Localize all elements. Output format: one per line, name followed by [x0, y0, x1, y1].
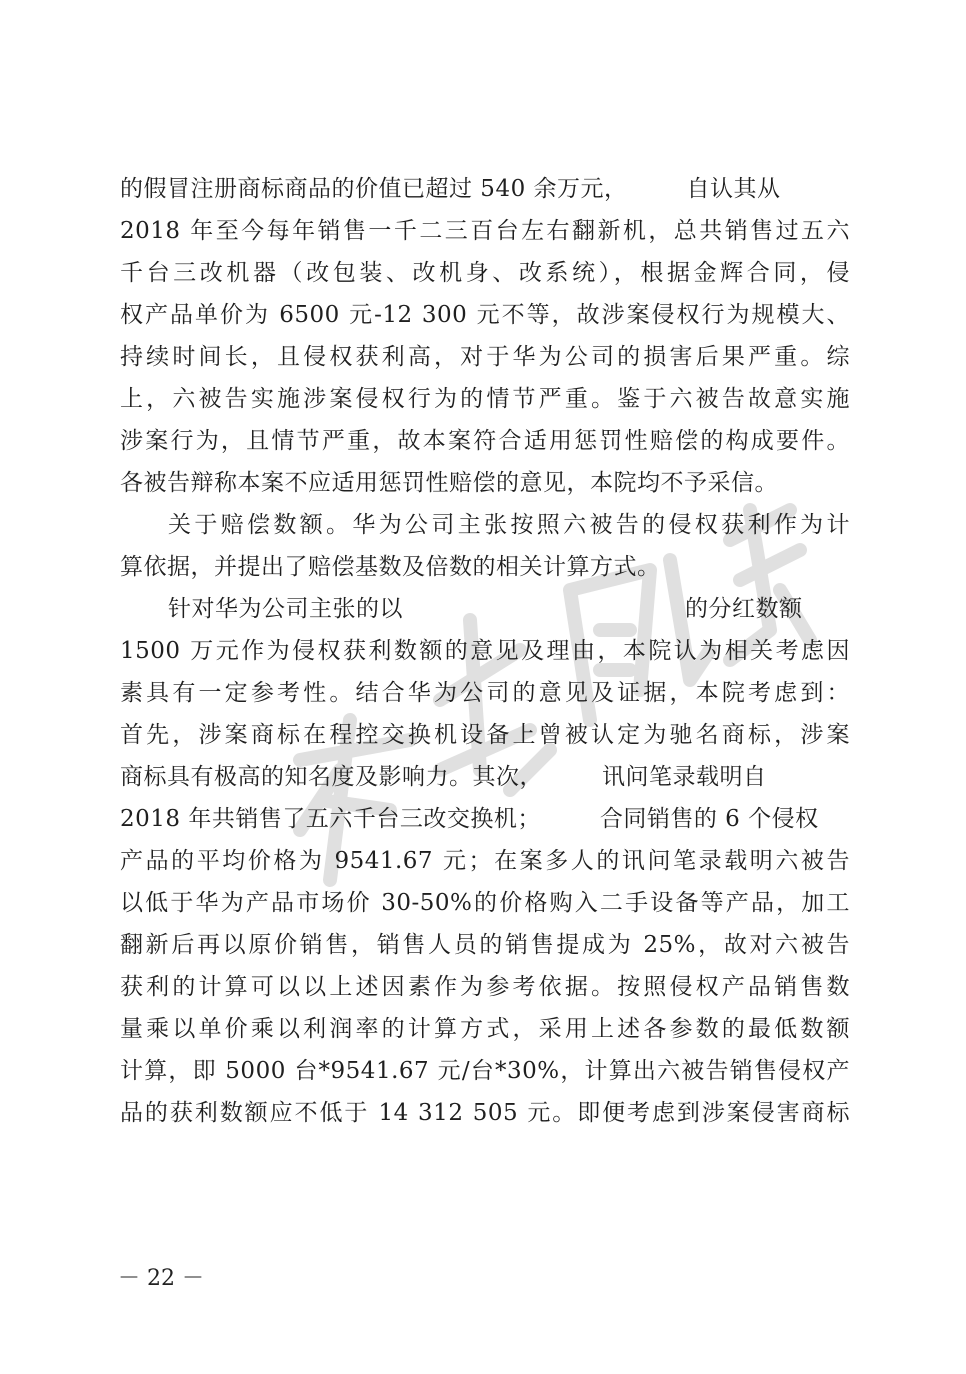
text-line: 翻新后再以原价销售，销售人员的销售提成为 25%，故对六被告: [120, 932, 850, 958]
text-line: 算依据，并提出了赔偿基数及倍数的相关计算方式。: [120, 554, 661, 580]
text-line: 2018 年至今每年销售一千二三百台左右翻新机，总共销售过五六: [120, 218, 850, 244]
text-line: 以低于华为产品市场价 30-50%的价格购入二手设备等产品，加工: [120, 890, 850, 916]
text-line: 素具有一定参考性。结合华为公司的意见及证据，本院考虑到：: [120, 680, 850, 706]
text-line: 权产品单价为 6500 元-12 300 元不等，故涉案侵权行为规模大、: [120, 302, 850, 328]
text-line: 上，六被告实施涉案侵权行为的情节严重。鉴于六被告故意实施: [120, 386, 850, 412]
text-line: 计算，即 5000 台*9541.67 元/台*30%，计算出六被告销售侵权产: [120, 1058, 850, 1084]
text-line: 的假冒注册商标商品的价值已超过 540 余万元， 自认其从: [120, 176, 781, 202]
text-line: 获利的计算可以以上述因素作为参考依据。按照侵权产品销售数: [120, 974, 850, 1000]
text-line: 2018 年共销售了五六千台三改交换机； 合同销售的 6 个侵权: [120, 806, 819, 832]
text-line: 各被告辩称本案不应适用惩罚性赔偿的意见，本院均不予采信。: [120, 470, 778, 496]
text-line: 首先，涉案商标在程控交换机设备上曾被认定为驰名商标，涉案: [120, 722, 850, 748]
text-line: 产品的平均价格为 9541.67 元；在案多人的讯问笔录载明六被告: [120, 848, 850, 874]
text-line: 品的获利数额应不低于 14 312 505 元。即便考虑到涉案侵害商标: [120, 1100, 850, 1126]
text-line: 持续时间长，且侵权获利高，对于华为公司的损害后果严重。综: [120, 344, 850, 370]
text-line: 商标具有极高的知名度及影响力。其次， 讯问笔录载明自: [120, 764, 767, 790]
page-number: － 22 －: [118, 1266, 204, 1291]
text-line: 关于赔偿数额。华为公司主张按照六被告的侵权获利作为计: [168, 512, 850, 538]
text-line: 千台三改机器（改包装、改机身、改系统），根据金辉合同，侵: [120, 260, 850, 286]
text-line: 涉案行为，且情节严重，故本案符合适用惩罚性赔偿的构成要件。: [120, 428, 850, 454]
text-line: 1500 万元作为侵权获利数额的意见及理由，本院认为相关考虑因: [120, 638, 850, 664]
text-line: 量乘以单价乘以利润率的计算方式，采用上述各参数的最低数额: [120, 1016, 850, 1042]
text-line: 针对华为公司主张的以 的分红数额: [168, 596, 803, 622]
